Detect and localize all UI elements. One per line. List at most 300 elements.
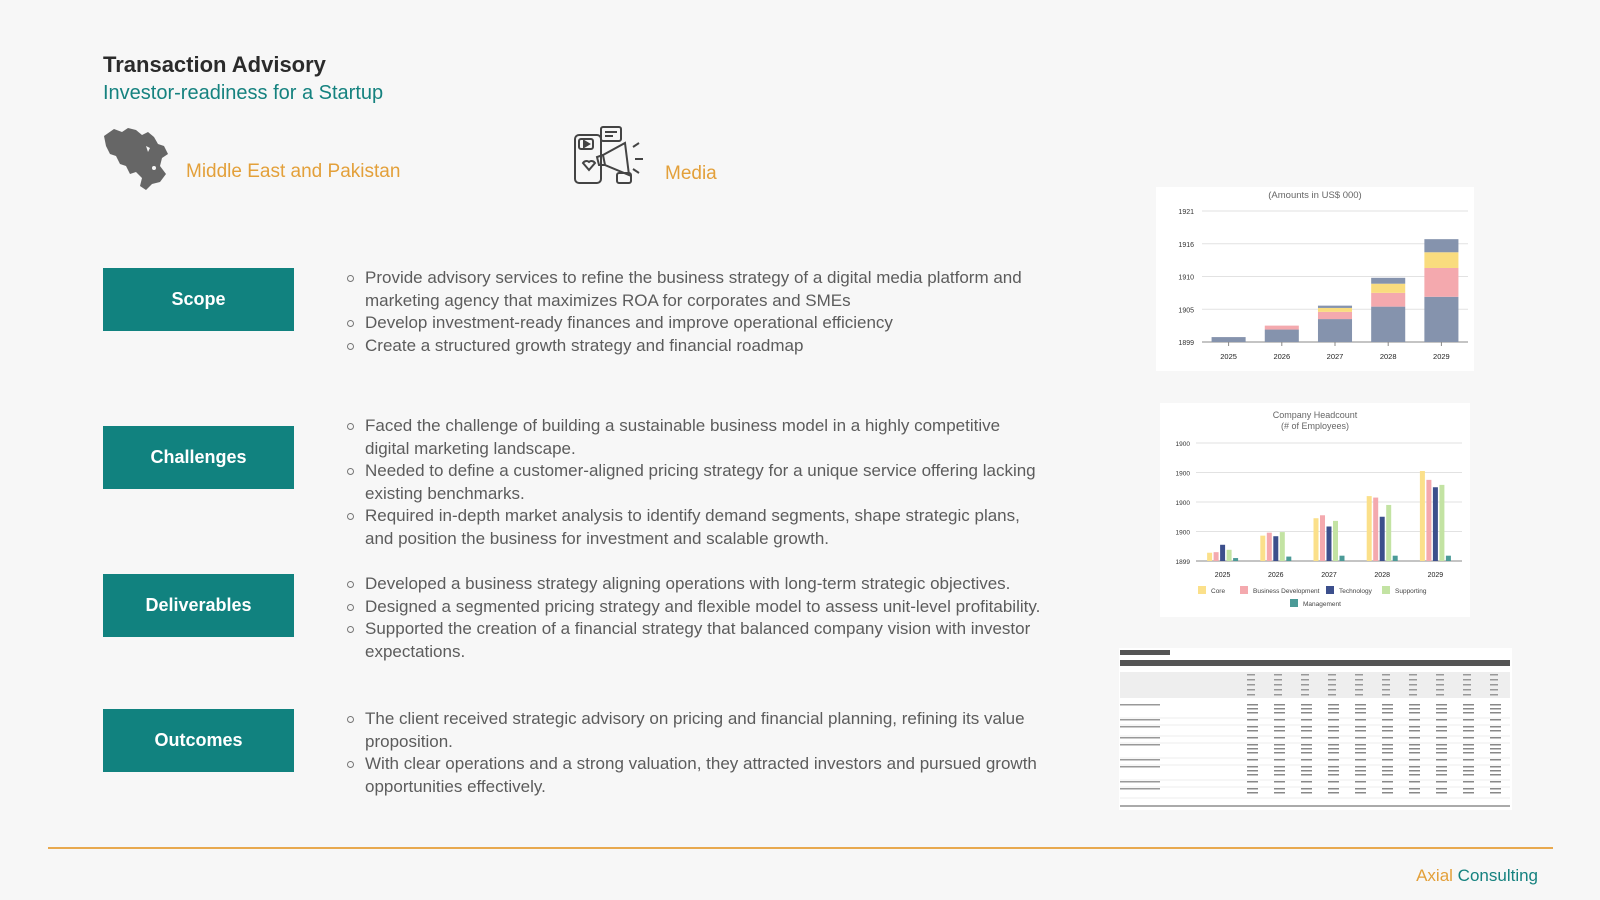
sheet-cell — [1274, 679, 1282, 681]
sheet-cell — [1355, 679, 1363, 681]
sheet-cell — [1463, 730, 1474, 732]
sheet-cell — [1301, 674, 1309, 676]
sheet-row-label — [1120, 788, 1160, 790]
sheet-cell — [1274, 689, 1282, 691]
sheet-cell — [1436, 689, 1444, 691]
sheet-cell — [1247, 781, 1258, 783]
y-tick-label: 1921 — [1178, 209, 1194, 216]
sheet-cell — [1328, 712, 1339, 714]
legend-swatch — [1290, 599, 1298, 607]
sheet-cell — [1490, 674, 1498, 676]
sheet-cell — [1463, 708, 1474, 710]
headcount-chart-panel — [1160, 403, 1470, 617]
sheet-cell — [1301, 752, 1312, 754]
sheet-cell — [1274, 788, 1285, 790]
x-tick-label: 2027 — [1326, 352, 1344, 361]
sheet-cell — [1328, 752, 1339, 754]
sheet-cell — [1247, 774, 1258, 776]
sheet-cell — [1355, 759, 1366, 761]
sheet-cell — [1247, 766, 1258, 768]
sheet-cell — [1328, 708, 1339, 710]
sheet-cell — [1274, 744, 1285, 746]
sheet-cell — [1301, 730, 1312, 732]
bar — [1433, 487, 1438, 561]
sheet-cell — [1409, 730, 1420, 732]
sheet-cell — [1490, 712, 1501, 714]
sheet-cell — [1409, 684, 1417, 686]
x-tick-label: 2026 — [1273, 352, 1291, 361]
sheet-cell — [1436, 704, 1447, 706]
sheet-cell — [1274, 730, 1285, 732]
y-tick-label: 1899 — [1175, 559, 1190, 566]
sheet-cell — [1301, 719, 1312, 721]
sheet-cell — [1274, 770, 1285, 772]
page-title: Transaction Advisory — [103, 52, 326, 77]
sheet-cell — [1490, 679, 1498, 681]
bar — [1373, 498, 1378, 561]
x-tick-label: 2028 — [1379, 352, 1397, 361]
sheet-cell — [1328, 694, 1336, 696]
sheet-cell — [1247, 748, 1258, 750]
sheet-tab — [1120, 650, 1170, 655]
sheet-row-label — [1120, 766, 1160, 768]
sheet-cell — [1274, 752, 1285, 754]
sheet-cell — [1328, 748, 1339, 750]
media-megaphone-icon — [573, 125, 645, 189]
sheet-cell — [1355, 792, 1366, 794]
sheet-cell — [1436, 766, 1447, 768]
outcomes-label: Outcomes — [103, 709, 294, 772]
bar — [1233, 558, 1238, 561]
sheet-cell — [1247, 704, 1258, 706]
bar-segment — [1318, 308, 1352, 312]
sheet-row-label — [1120, 744, 1160, 746]
y-tick-label: 1900 — [1175, 470, 1190, 478]
y-tick-label: 1916 — [1178, 241, 1194, 249]
bar — [1260, 536, 1265, 561]
sheet-cell — [1436, 708, 1447, 710]
bar — [1380, 517, 1385, 561]
y-tick-label: 1900 — [1175, 529, 1190, 537]
list-item: Develop investment-ready finances and improve operational efficiency — [346, 312, 1046, 335]
sheet-cell — [1436, 774, 1447, 776]
sheet-row-label — [1120, 726, 1160, 728]
sheet-cell — [1463, 766, 1474, 768]
sheet-cell — [1328, 759, 1339, 761]
sheet-cell — [1409, 689, 1417, 691]
sheet-cell — [1409, 788, 1420, 790]
sheet-cell — [1436, 726, 1447, 728]
sheet-cell — [1247, 684, 1255, 686]
sheet-cell — [1301, 708, 1312, 710]
sheet-cell — [1274, 792, 1285, 794]
industry-tag — [573, 125, 717, 189]
sheet-cell — [1247, 679, 1255, 681]
sheet-cell — [1355, 694, 1363, 696]
scope-bullets — [346, 267, 1046, 357]
y-tick-label: 1899 — [1178, 340, 1194, 347]
sheet-cell — [1328, 792, 1339, 794]
sheet-cell — [1409, 770, 1420, 772]
legend-label: Technology — [1339, 588, 1372, 595]
sheet-row-label — [1120, 704, 1160, 706]
sheet-cell — [1301, 774, 1312, 776]
sheet-cell — [1301, 766, 1312, 768]
sheet-cell — [1463, 684, 1471, 686]
industry-label: Media — [665, 163, 717, 184]
sheet-row-label — [1120, 719, 1160, 721]
sheet-cell — [1436, 781, 1447, 783]
sheet-cell — [1328, 726, 1339, 728]
bar-segment — [1212, 337, 1246, 342]
sheet-cell — [1274, 766, 1285, 768]
sheet-cell — [1355, 770, 1366, 772]
cash-flow-sheet-thumbnail — [1119, 648, 1512, 810]
legend-label: Core — [1211, 588, 1226, 595]
sheet-cell — [1490, 792, 1501, 794]
x-tick-label: 2027 — [1321, 572, 1337, 579]
sheet-cell — [1247, 694, 1255, 696]
bar — [1333, 521, 1338, 561]
sheet-cell — [1490, 730, 1501, 732]
bar-segment — [1424, 239, 1458, 252]
sheet-cell — [1463, 726, 1474, 728]
list-item: With clear operations and a strong valuation, they attracted investors and pursued growth opportunities effectively. — [346, 753, 1046, 798]
sheet-cell — [1301, 744, 1312, 746]
bar — [1393, 556, 1398, 561]
headcount-chart — [1160, 403, 1470, 617]
list-item: Designed a segmented pricing strategy and flexible model to assess unit-level profitability. — [346, 596, 1046, 619]
amounts-chart-panel — [1156, 187, 1474, 371]
sheet-cell — [1328, 766, 1339, 768]
legend-label: Supporting — [1395, 588, 1427, 595]
sheet-cell — [1355, 730, 1366, 732]
sheet-cell — [1301, 694, 1309, 696]
sheet-cell — [1382, 788, 1393, 790]
sheet-cell — [1436, 684, 1444, 686]
sheet-cell — [1382, 708, 1393, 710]
sheet-cell — [1355, 726, 1366, 728]
legend-label: Business Development — [1253, 588, 1320, 595]
legend-swatch — [1326, 586, 1334, 594]
list-item: Supported the creation of a financial strategy that balanced company vision with investor expectations. — [346, 618, 1046, 663]
sheet-cell — [1490, 744, 1501, 746]
sheet-cell — [1490, 704, 1501, 706]
x-tick-label: 2028 — [1374, 572, 1390, 579]
sheet-cell — [1409, 719, 1420, 721]
sheet-cell — [1436, 752, 1447, 754]
challenges-bullets — [346, 415, 1046, 550]
sheet-cell — [1301, 792, 1312, 794]
bar-segment — [1371, 284, 1405, 293]
sheet-cell — [1463, 689, 1471, 691]
bar-segment — [1318, 319, 1352, 342]
sheet-cell — [1436, 674, 1444, 676]
sheet-cell — [1436, 719, 1447, 721]
bar — [1286, 557, 1291, 561]
sheet-cell — [1274, 704, 1285, 706]
sheet-cell — [1436, 679, 1444, 681]
sheet-row-label — [1120, 759, 1160, 761]
sheet-cell — [1382, 704, 1393, 706]
sheet-cell — [1382, 781, 1393, 783]
sheet-cell — [1328, 744, 1339, 746]
sheet-cell — [1382, 744, 1393, 746]
deliverables-bullets — [346, 573, 1046, 663]
sheet-cell — [1463, 737, 1474, 739]
sheet-cell — [1490, 766, 1501, 768]
legend-swatch — [1382, 586, 1390, 594]
footer-divider — [48, 847, 1553, 849]
sheet-cell — [1274, 726, 1285, 728]
sheet-cell — [1328, 774, 1339, 776]
sheet-cell — [1328, 674, 1336, 676]
sheet-cell — [1436, 759, 1447, 761]
region-label: Middle East and Pakistan — [186, 161, 401, 182]
sheet-cell — [1247, 708, 1258, 710]
sheet-cell — [1355, 744, 1366, 746]
sheet-cell — [1382, 766, 1393, 768]
chart-subtitle: (# of Employees) — [1280, 421, 1350, 431]
sheet-cell — [1463, 704, 1474, 706]
sheet-cell — [1490, 759, 1501, 761]
sheet-cell — [1436, 770, 1447, 772]
sheet-cell — [1490, 770, 1501, 772]
list-item: Create a structured growth strategy and financial roadmap — [346, 335, 1046, 358]
sheet-cell — [1382, 752, 1393, 754]
sheet-cell — [1436, 730, 1447, 732]
bar — [1273, 536, 1278, 561]
sheet-cell — [1247, 737, 1258, 739]
sheet-cell — [1355, 719, 1366, 721]
sheet-cell — [1490, 737, 1501, 739]
brand-part1: Axial — [1416, 866, 1453, 885]
list-item: Needed to define a customer-aligned pricing strategy for a unique service offering lacking existing benchmarks. — [346, 460, 1046, 505]
sheet-cell — [1355, 674, 1363, 676]
sheet-cell — [1490, 719, 1501, 721]
sheet-cell — [1409, 737, 1420, 739]
sheet-cell — [1247, 712, 1258, 714]
legend-label: Management — [1303, 601, 1341, 608]
sheet-cell — [1355, 689, 1363, 691]
sheet-cell — [1409, 748, 1420, 750]
bar — [1340, 556, 1345, 561]
sheet-cell — [1301, 679, 1309, 681]
sheet-cell — [1409, 781, 1420, 783]
sheet-cell — [1490, 774, 1501, 776]
cash-flow-sheet — [1119, 648, 1512, 810]
sheet-cell — [1409, 752, 1420, 754]
sheet-cell — [1274, 748, 1285, 750]
sheet-cell — [1355, 737, 1366, 739]
sheet-cell — [1409, 694, 1417, 696]
bar-segment — [1265, 330, 1299, 342]
sheet-cell — [1382, 748, 1393, 750]
sheet-row-label — [1120, 781, 1160, 783]
sheet-cell — [1436, 737, 1447, 739]
page-subtitle: Investor-readiness for a Startup — [103, 82, 384, 104]
sheet-cell — [1463, 770, 1474, 772]
bar — [1446, 556, 1451, 561]
sheet-cell — [1355, 774, 1366, 776]
bar — [1420, 471, 1425, 561]
sheet-cell — [1463, 674, 1471, 676]
sheet-cell — [1274, 694, 1282, 696]
outcomes-bullets — [346, 708, 1046, 798]
sheet-cell — [1382, 674, 1390, 676]
sheet-cell — [1409, 744, 1420, 746]
sheet-cell — [1463, 679, 1471, 681]
brand-logo — [1416, 866, 1538, 886]
sheet-cell — [1328, 679, 1336, 681]
sheet-cell — [1382, 719, 1393, 721]
sheet-cell — [1409, 766, 1420, 768]
bar-segment — [1265, 326, 1299, 330]
sheet-cell — [1355, 712, 1366, 714]
bar — [1314, 518, 1319, 561]
sheet-cell — [1328, 730, 1339, 732]
sheet-cell — [1382, 730, 1393, 732]
sheet-cell — [1274, 774, 1285, 776]
sheet-cell — [1463, 781, 1474, 783]
sheet-cell — [1382, 679, 1390, 681]
sheet-cell — [1355, 788, 1366, 790]
sheet-cell — [1355, 708, 1366, 710]
sheet-cell — [1274, 684, 1282, 686]
bar — [1220, 545, 1225, 561]
bar-segment — [1424, 268, 1458, 297]
sheet-cell — [1490, 748, 1501, 750]
sheet-cell — [1328, 719, 1339, 721]
sheet-cell — [1490, 694, 1498, 696]
sheet-cell — [1409, 774, 1420, 776]
sheet-cell — [1409, 704, 1420, 706]
sheet-cell — [1463, 719, 1474, 721]
sheet-cell — [1301, 781, 1312, 783]
legend-swatch — [1198, 586, 1206, 594]
x-tick-label: 2026 — [1268, 572, 1284, 579]
bar — [1267, 533, 1272, 561]
sheet-cell — [1436, 694, 1444, 696]
sheet-cell — [1301, 748, 1312, 750]
bar — [1320, 515, 1325, 561]
sheet-cell — [1463, 748, 1474, 750]
sheet-cell — [1328, 689, 1336, 691]
bar — [1214, 552, 1219, 561]
sheet-cell — [1382, 712, 1393, 714]
sheet-cell — [1409, 679, 1417, 681]
sheet-cell — [1301, 712, 1312, 714]
sheet-cell — [1355, 684, 1363, 686]
sheet-cell — [1490, 788, 1501, 790]
sheet-cell — [1247, 752, 1258, 754]
chart-title: Company Headcount — [1272, 410, 1358, 420]
sheet-cell — [1490, 689, 1498, 691]
sheet-cell — [1463, 792, 1474, 794]
chart-title: (Amounts in US$ 000) — [1268, 190, 1362, 201]
sheet-cell — [1436, 792, 1447, 794]
sheet-cell — [1301, 684, 1309, 686]
sheet-cell — [1328, 770, 1339, 772]
sheet-cell — [1247, 744, 1258, 746]
sheet-cell — [1301, 788, 1312, 790]
sheet-cell — [1463, 788, 1474, 790]
sheet-cell — [1328, 684, 1336, 686]
sheet-cell — [1247, 719, 1258, 721]
sheet-cell — [1382, 689, 1390, 691]
sheet-cell — [1274, 674, 1282, 676]
bar — [1439, 485, 1444, 561]
bar — [1386, 505, 1391, 561]
sheet-cell — [1247, 730, 1258, 732]
sheet-header-bar — [1120, 660, 1510, 666]
sheet-cell — [1436, 744, 1447, 746]
sheet-cell — [1355, 781, 1366, 783]
list-item: Faced the challenge of building a sustainable business model in a highly competitive digital marketing landscape. — [346, 415, 1046, 460]
sheet-cell — [1274, 759, 1285, 761]
sheet-cell — [1382, 792, 1393, 794]
x-tick-label: 2029 — [1427, 572, 1444, 579]
x-tick-label: 2025 — [1214, 572, 1231, 579]
bar — [1327, 526, 1332, 561]
amounts-chart — [1156, 187, 1474, 371]
sheet-cell — [1355, 766, 1366, 768]
legend-swatch — [1240, 586, 1248, 594]
bar-segment — [1371, 293, 1405, 307]
sheet-cell — [1409, 792, 1420, 794]
y-tick-label: 1905 — [1178, 307, 1194, 315]
scope-label: Scope — [103, 268, 294, 331]
y-tick-label: 1900 — [1175, 500, 1190, 507]
bar-segment — [1371, 278, 1405, 284]
sheet-cell — [1409, 712, 1420, 714]
sheet-cell — [1247, 770, 1258, 772]
sheet-header-block — [1120, 672, 1510, 698]
sheet-row-label — [1120, 737, 1160, 739]
sheet-cell — [1490, 684, 1498, 686]
sheet-cell — [1274, 719, 1285, 721]
sheet-cell — [1355, 704, 1366, 706]
sheet-cell — [1301, 726, 1312, 728]
sheet-cell — [1463, 712, 1474, 714]
sheet-cell — [1301, 689, 1309, 691]
bar — [1227, 550, 1232, 561]
sheet-cell — [1274, 781, 1285, 783]
sheet-cell — [1409, 674, 1417, 676]
sheet-cell — [1490, 708, 1501, 710]
sheet-cell — [1409, 759, 1420, 761]
sheet-cell — [1436, 748, 1447, 750]
sheet-cell — [1247, 689, 1255, 691]
sheet-cell — [1409, 708, 1420, 710]
sheet-cell — [1490, 726, 1501, 728]
sheet-cell — [1301, 704, 1312, 706]
brand-part2: Consulting — [1457, 866, 1538, 885]
sheet-cell — [1328, 788, 1339, 790]
sheet-cell — [1301, 759, 1312, 761]
bar — [1367, 496, 1372, 561]
sheet-cell — [1382, 726, 1393, 728]
sheet-cell — [1274, 708, 1285, 710]
sheet-cell — [1382, 737, 1393, 739]
sheet-cell — [1382, 684, 1390, 686]
sheet-cell — [1274, 712, 1285, 714]
sheet-cell — [1355, 752, 1366, 754]
bar-segment — [1318, 306, 1352, 308]
list-item: Developed a business strategy aligning operations with long-term strategic objectives. — [346, 573, 1046, 596]
sheet-cell — [1247, 674, 1255, 676]
sheet-cell — [1382, 759, 1393, 761]
